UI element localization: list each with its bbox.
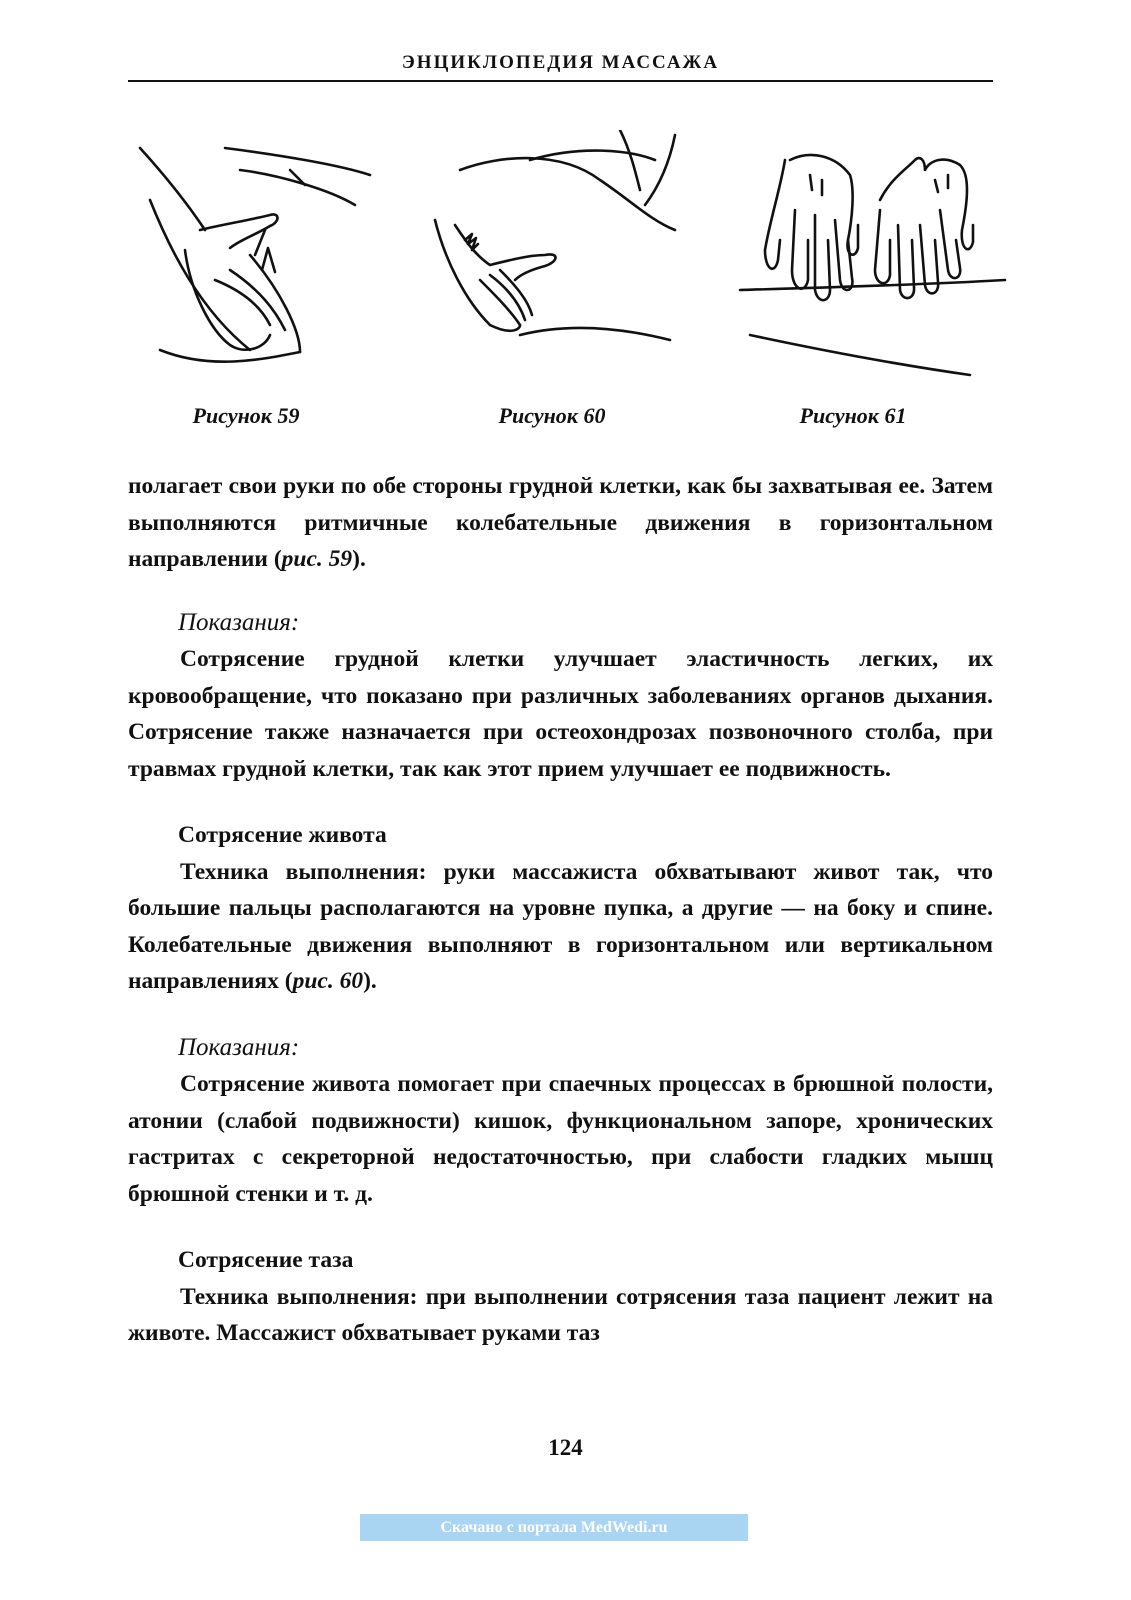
figure-61-caption: Рисунок 61 xyxy=(799,403,907,428)
figure-60-illustration xyxy=(420,130,710,400)
header-rule xyxy=(128,80,993,82)
section-heading-abdomen: Сотрясение живота xyxy=(178,822,387,848)
indications-label: Показания: xyxy=(178,608,300,636)
paragraph-4: Сотрясение живота помогает при спаечных процессах в брюшной полости, атонии (слабой подвижности) кишок, функциональном запоре, хронических гастритах с секреторной недостаточностью, при слабости гладких мышц брюшной стенки и т. д. xyxy=(128,1071,993,1207)
figure-59-caption: Рисунок 59 xyxy=(192,403,300,428)
section-heading-pelvis: Сотрясение таза xyxy=(178,1247,354,1273)
running-header: ЭНЦИКЛОПЕДИЯ МАССАЖА xyxy=(401,52,720,73)
paragraph-1: полагает свои руки по обе стороны грудной клетки, как бы захватывая ее. Затем выполняются ритмичные колебательные движения в горизонтальном направлении (рис. 59). xyxy=(128,473,993,572)
watermark-banner: Скачано с портала MedWedi.ru xyxy=(360,1514,748,1541)
figure-60-caption: Рисунок 60 xyxy=(498,403,606,428)
paragraph-3: Техника выполнения: руки массажиста обхватывают живот так, что большие пальцы располагаются на уровне пупка, а другие — на боку и спине. Колебательные движения выполняют в горизонтальном или вертикальном направлениях (рис. 60). xyxy=(128,858,993,994)
page-number: 124 xyxy=(548,1435,583,1460)
body-text xyxy=(128,468,993,1352)
figure-59-illustration xyxy=(130,130,420,400)
figure-61-illustration xyxy=(730,130,1020,400)
indications-label: Показания: xyxy=(178,1033,300,1061)
figure-reference: рис. 59 xyxy=(281,546,353,572)
figure-reference: рис. 60 xyxy=(292,968,364,994)
paragraph-5: Техника выполнения: при выполнении сотрясения таза пациент лежит на животе. Массажист обхватывает руками таз xyxy=(128,1283,993,1346)
paragraph-2: Сотрясение грудной клетки улучшает эластичность легких, их кровообращение, что показано при различных заболеваниях органов дыхания. Сотрясение также назначается при остеохондрозах позвоночного столба, при травмах грудной клетки, так как этот прием улучшает ее подвижность. xyxy=(128,646,993,782)
